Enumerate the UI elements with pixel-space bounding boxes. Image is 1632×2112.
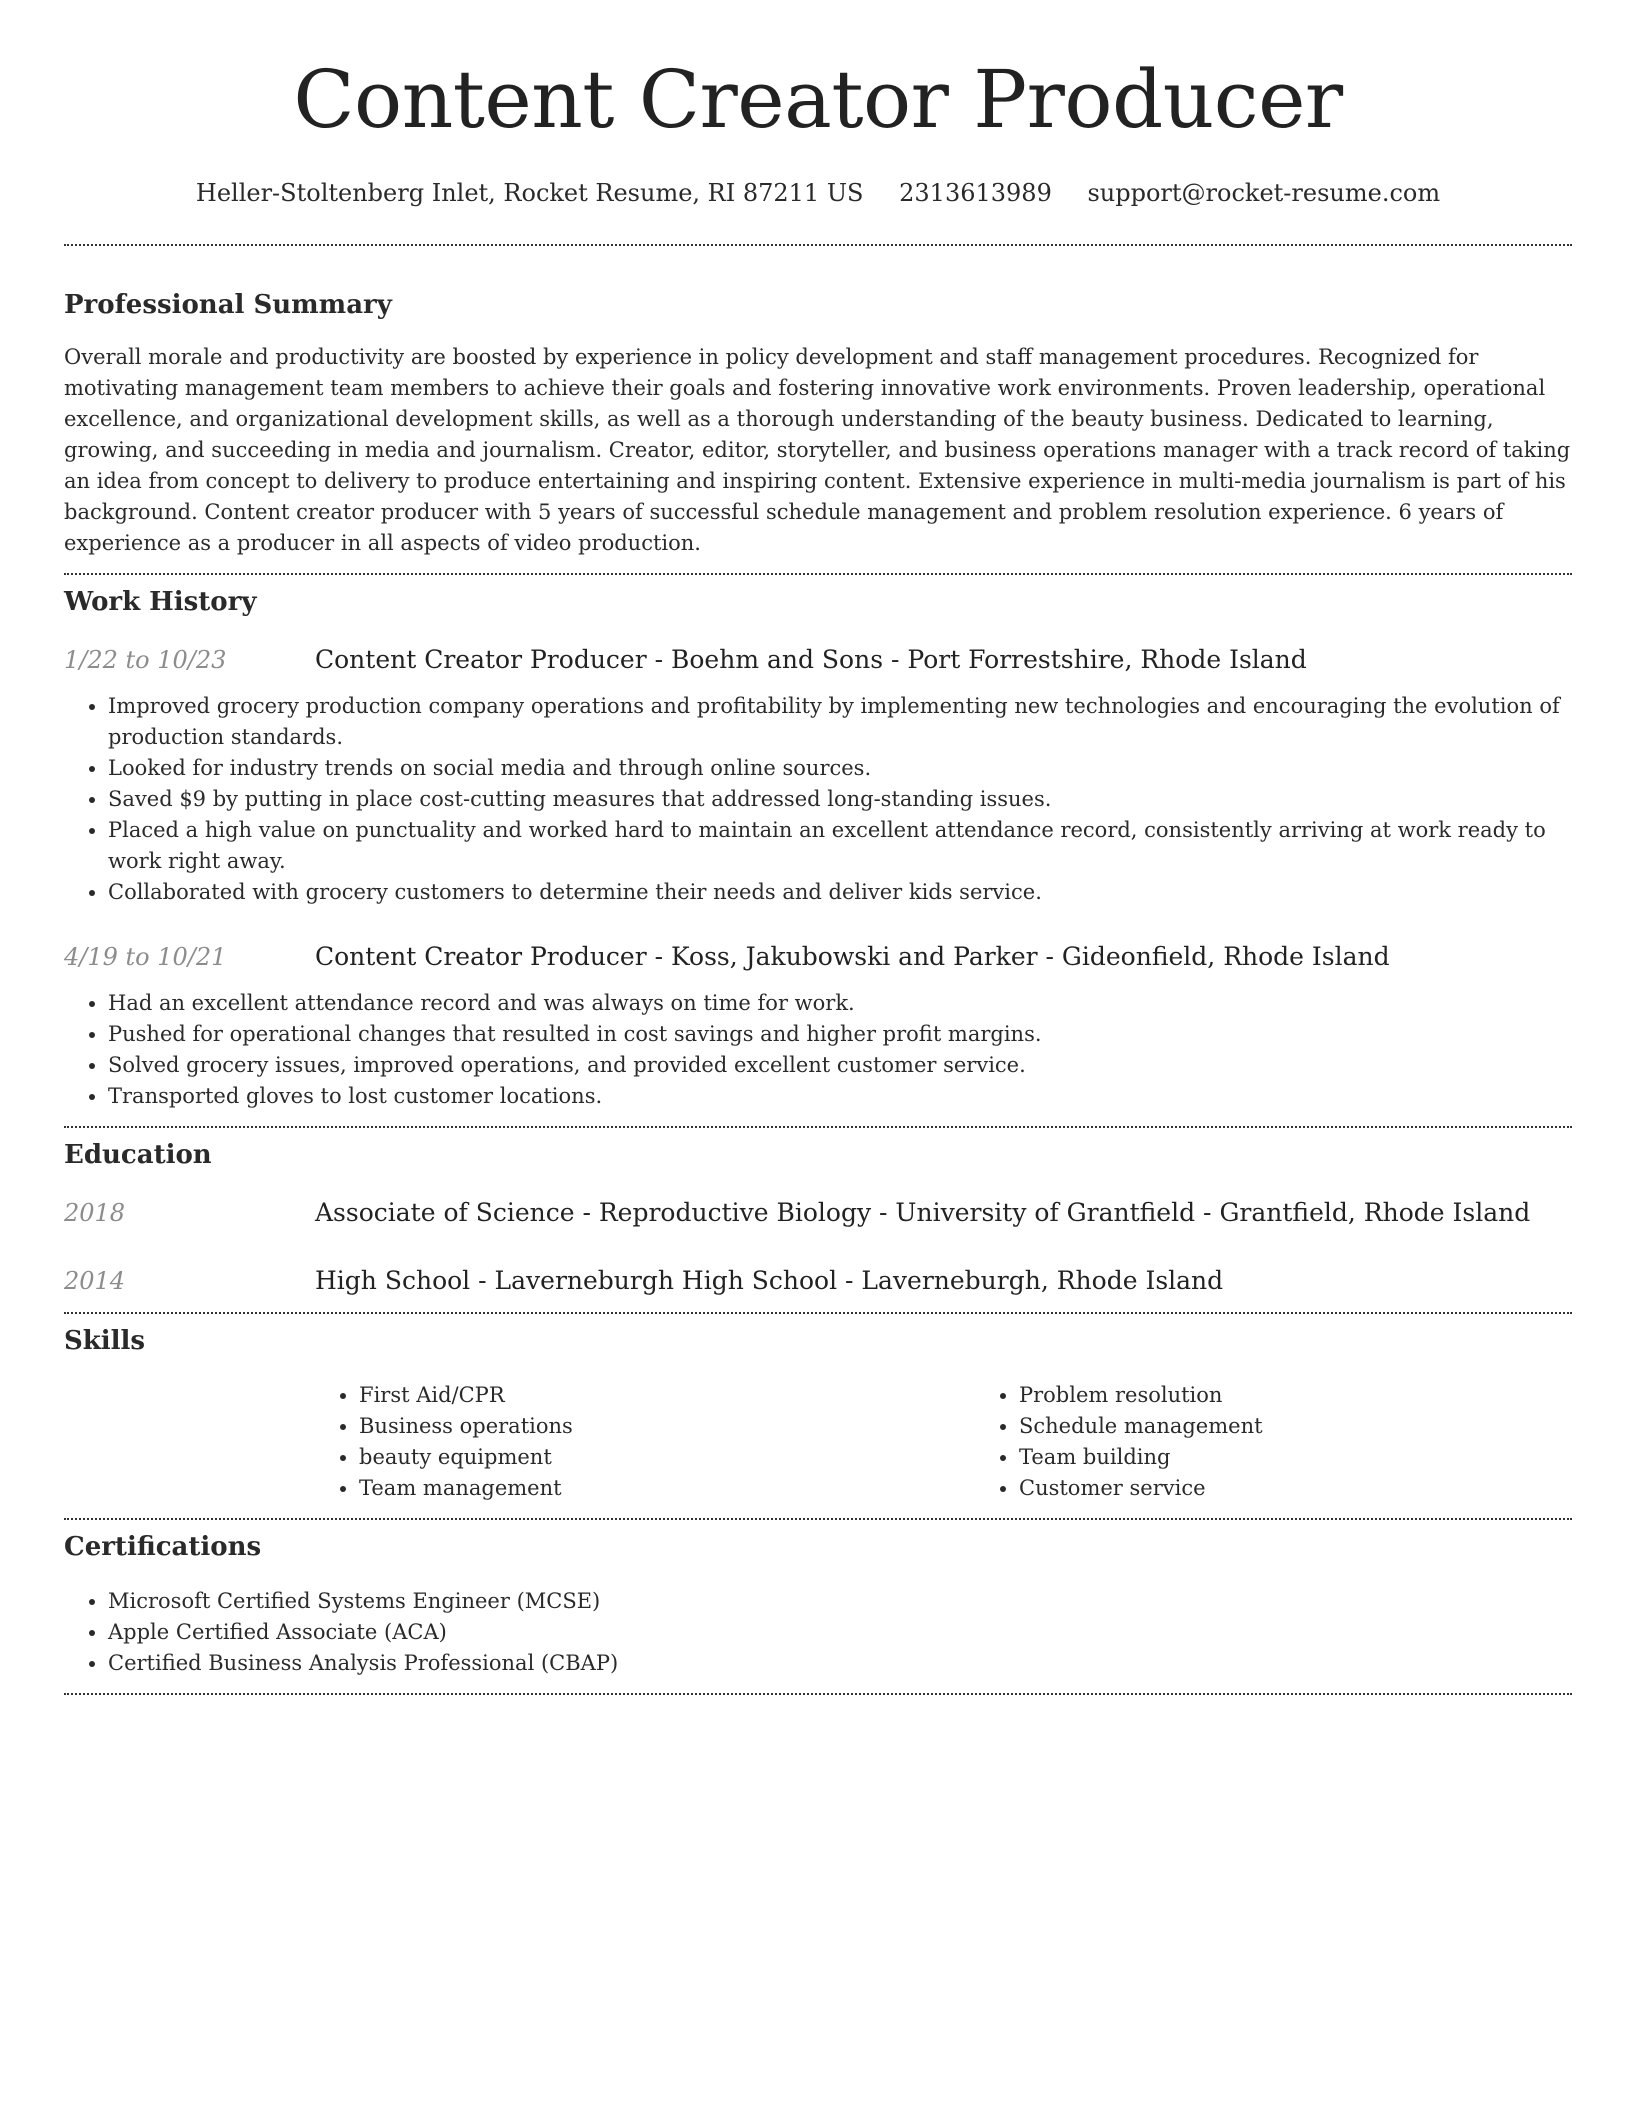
certification-item: • Microsoft Certified Systems Engineer (MCSE) [108, 1586, 1572, 1617]
job-bullet: • Collaborated with grocery customers to determine their needs and deliver kids service. [108, 877, 1572, 908]
skill-item: • beauty equipment [359, 1442, 975, 1473]
summary-text: Overall morale and productivity are boosted by experience in policy development and staff management procedures. Recognized for motivating management team members to achieve their goals and fostering innovative work environments. Proven leadership, operational excellence, and organizational development skills, as well as a thorough understanding of the beauty business. Dedicated to learning, growing, and succeeding in media and journalism. Creator, editor, storyteller, and business operations manager with a track record of taking an idea from concept to delivery to produce entertaining and inspiring content. Extensive experience in multi-media journalism is part of his background. Content creator producer with 5 years of successful schedule management and problem resolution experience. 6 years of experience as a producer in all aspects of video production. [64, 345, 1571, 555]
work-section [64, 585, 1572, 1112]
job-bullet: • Placed a high value on punctuality and worked hard to maintain an excellent attendance record, consistently arriving at work ready to work right away. [108, 815, 1572, 877]
skill-item: • Schedule management [1019, 1411, 1632, 1442]
job-heading: Content Creator Producer - Koss, Jakubowski and Parker - Gideonfield, Rhode Island [315, 942, 1390, 971]
contact-address: Heller-Stoltenberg Inlet, Rocket Resume, RI 87211 US [195, 179, 864, 207]
job-bullet: • Saved $9 by putting in place cost-cutting measures that addressed long-standing issues. [108, 784, 1572, 815]
skill-item: • Business operations [359, 1411, 975, 1442]
job-bullet: • Looked for industry trends on social media and through online sources. [108, 753, 1572, 784]
section-divider [64, 573, 1572, 575]
section-divider [64, 1693, 1572, 1695]
summary-section [64, 288, 1572, 559]
work-title: Work History [64, 587, 257, 617]
skill-item: • Team building [1019, 1442, 1632, 1473]
job-bullet: • Pushed for operational changes that resulted in cost savings and higher profit margins. [108, 1019, 1572, 1050]
job-dates: 1/22 to 10/23 [64, 646, 227, 674]
certifications-list [64, 1586, 1572, 1679]
education-heading: High School - Laverneburgh High School - Laverneburgh, Rhode Island [315, 1266, 1224, 1295]
section-divider [64, 1312, 1572, 1314]
contact-email: support@rocket-resume.com [1087, 179, 1441, 207]
job-bullets [64, 988, 1572, 1112]
certification-item: • Certified Business Analysis Professional (CBAP) [108, 1648, 1572, 1679]
skill-item: • Team management [359, 1473, 975, 1504]
education-entry [64, 1264, 1572, 1298]
education-heading: Associate of Science - Reproductive Biology - University of Grantfield - Grantfield, Rhode Island [315, 1198, 1531, 1227]
job-heading: Content Creator Producer - Boehm and Sons - Port Forrestshire, Rhode Island [315, 645, 1307, 674]
job-bullet: • Had an excellent attendance record and was always on time for work. [108, 988, 1572, 1019]
education-title: Education [64, 1140, 212, 1170]
job-entry [64, 643, 1572, 908]
job-entry [64, 940, 1572, 1112]
contact-phone: 2313613989 [899, 179, 1052, 207]
certification-item: • Apple Certified Associate (ACA) [108, 1617, 1572, 1648]
certifications-section [64, 1530, 1572, 1679]
skills-columns [315, 1380, 1572, 1504]
job-bullet: • Solved grocery issues, improved operations, and provided excellent customer service. [108, 1050, 1572, 1081]
job-dates: 4/19 to 10/21 [64, 943, 227, 971]
skill-item: • First Aid/CPR [359, 1380, 975, 1411]
skills-title: Skills [64, 1326, 146, 1356]
section-divider [64, 1126, 1572, 1128]
education-section [64, 1138, 1572, 1298]
section-divider [64, 244, 1572, 246]
skill-item: • Customer service [1019, 1473, 1632, 1504]
skills-list-left [315, 1380, 975, 1504]
skills-section [64, 1324, 1572, 1504]
skill-item: • Problem resolution [1019, 1380, 1632, 1411]
resume-name: Content Creator Producer [293, 53, 1343, 146]
education-year: 2018 [64, 1199, 126, 1227]
certifications-title: Certifications [64, 1532, 262, 1562]
section-divider [64, 1518, 1572, 1520]
education-entry [64, 1196, 1572, 1230]
summary-title: Professional Summary [64, 290, 392, 320]
job-bullet: • Transported gloves to lost customer locations. [108, 1081, 1572, 1112]
job-bullets [64, 691, 1572, 908]
resume-page [64, 0, 1572, 1695]
education-year: 2014 [64, 1267, 126, 1295]
contact-line [64, 178, 1572, 208]
skills-list-right [975, 1380, 1632, 1504]
job-bullet: • Improved grocery production company operations and profitability by implementing new technologies and encouraging the evolution of production standards. [108, 691, 1572, 753]
